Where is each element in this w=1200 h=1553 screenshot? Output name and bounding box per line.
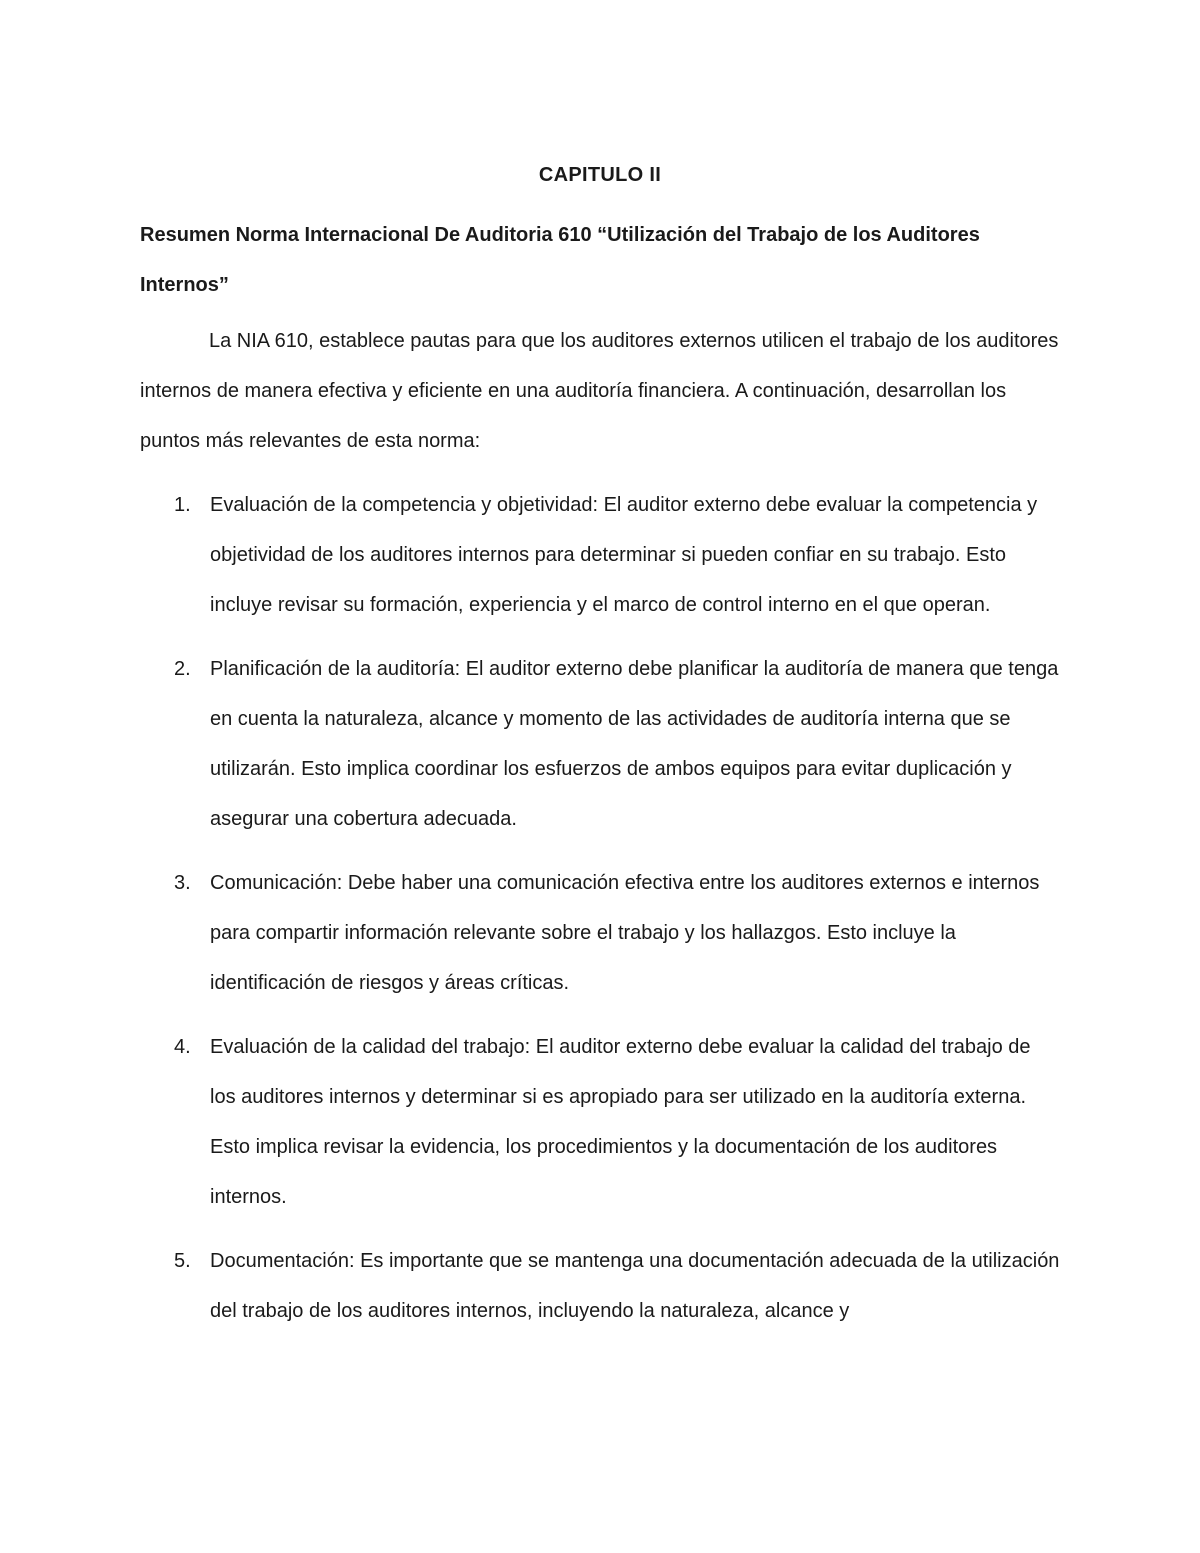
list-item-text: Evaluación de la competencia y objetividad: El auditor externo debe evaluar la competencia y objetividad de los auditores internos para determinar si pueden confiar en su trabajo. Esto incluye revisar su formación, experiencia y el marco de control interno en el que operan.: [210, 494, 1038, 616]
list-item-number: 4.: [174, 1036, 191, 1058]
list-item-number: 2.: [174, 658, 191, 680]
list-item-text: Planificación de la auditoría: El auditor externo debe planificar la auditoría de manera que tenga en cuenta la naturaleza, alcance y momento de las actividades de auditoría interna que se utilizarán. Esto implica coordinar los esfuerzos de ambos equipos para evitar duplicación y asegurar una cobertura adecuada.: [210, 658, 1059, 830]
list-item-text: Documentación: Es importante que se mantenga una documentación adecuada de la utilización del trabajo de los auditores internos, incluyendo la naturaleza, alcance y: [210, 1250, 1060, 1322]
list-item-text: Comunicación: Debe haber una comunicación efectiva entre los auditores externos e internos para compartir información relevante sobre el trabajo y los hallazgos. Esto incluye la identificación de riesgos y áreas críticas.: [210, 872, 1040, 994]
list-item-number: 3.: [174, 872, 191, 894]
chapter-title: CAPITULO II: [538, 164, 662, 186]
list-item: [140, 1236, 1060, 1336]
points-list: [140, 480, 1060, 1350]
list-item-text: Evaluación de la calidad del trabajo: El auditor externo debe evaluar la calidad del trabajo de los auditores internos y determinar si es apropiado para ser utilizado en la auditoría externa. Esto implica revisar la evidencia, los procedimientos y la documentación de los auditores internos.: [210, 1036, 1031, 1208]
list-item-number: 5.: [174, 1250, 191, 1272]
list-item: [140, 480, 1060, 630]
list-item-number: 1.: [174, 494, 191, 516]
list-item: [140, 644, 1060, 844]
intro-paragraph: La NIA 610, establece pautas para que los auditores externos utilicen el trabajo de los auditores internos de manera efectiva y eficiente en una auditoría financiera. A continuación, desarrollan los puntos más relevantes de esta norma:: [140, 330, 1059, 452]
list-item: [140, 858, 1060, 1008]
list-item: [140, 1022, 1060, 1222]
section-heading: Resumen Norma Internacional De Auditoria 610 “Utilización del Trabajo de los Auditores Internos”: [140, 224, 980, 296]
